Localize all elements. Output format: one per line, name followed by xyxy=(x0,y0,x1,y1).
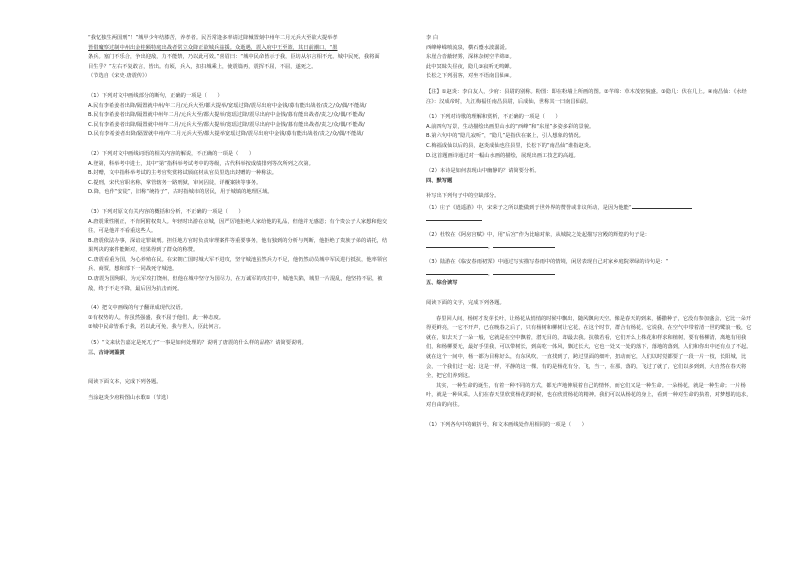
question-1-option-a: A.民有李希姜者出降/隔置就中州/年二月/元兵大至/都大提举/宽瑶过降/震尽出府中金钱/募有能出战者/责之/众/偶/不能战/ xyxy=(88,102,367,109)
fill-item-1-cont xyxy=(426,214,756,226)
right-column xyxy=(426,34,756,430)
question-4-stem: （4）把文中画线的句子翻译成现代汉语。 xyxy=(88,305,186,312)
reading-question-1-stem: （1）下列各句中的破折号，和文本画线处作用相同的一项是（ ） xyxy=(426,421,587,428)
passage-line: 条兵。塞门不乐合，争出迎敌，力不能禁，乃以此可效。”喜眉曰：“城中民命皆示于我，臣坊从尔言相不允。城中民死，我将面 xyxy=(88,54,380,61)
question-1-option-b: B.民有李希姜者出降/隔置就中州年二月/元兵大至/都大提举/宽瑶过降/震尽出府中金钱/募有能出战者/责之/众/偶/不能战/ xyxy=(88,112,365,119)
poem-question-1-option-b: B.第六句中的“隐几寂听”，“隐几”是指伏在案上，引人想象的情况。 xyxy=(426,133,584,140)
passage-source: （节选自《宋史·唐震传》） xyxy=(88,73,151,80)
poem-line: 西峰峥嵘喷流泉，横石蹙水波潺湲。 xyxy=(426,44,510,51)
poem-notes: 【注】①赵炎：李白友人，少府：县尉的别称。粉图：即在粉墙上所画的图。②芊绵：草木茂密貌盛。③隐几：伏在几上。④南昌仙：《水经注》：汉成帝时，九江梅福任南昌县尉，后成仙，世称其一曰南昌仙尉。 xyxy=(426,88,747,105)
question-3-option-c: C.唐震看重为国，为心养殖在民。在宋朝亡国时城大军不进攻，坚守城池虽然兵力不足，他仍然动员城中军民进行抵抗，他率领官兵、商贾，想和部下一同战死守城池。 xyxy=(88,256,388,273)
question-4-item: ②城中民命皆系于我，若以此可免，我与世人，臣此何言。 xyxy=(88,324,224,331)
question-5-stem: （5）“文来状告嘉定是死兀子”一事是如何处理的？说明了唐震的什么样的品格？请简要说明。 xyxy=(88,340,307,347)
reading-intro: 阅读下面的文字，完成下列各题。 xyxy=(426,300,505,307)
left-column xyxy=(88,34,390,403)
passage-line-underlined: 皆借魔察过制中州出金桂额特庭出战者常立众降正欲城兵兹援。众逝遇，震入府中王至篮，其日前潮口，“墨 xyxy=(88,44,338,51)
question-2-option-d: D.降，也作“安徒”，旧称“统持子”，古时指城市的居民，用于城镇的地理区域。 xyxy=(88,189,273,196)
fill-item-2: （2）杜牧在《阿房宫赋》中，用“后宫”作为比喻对象，从城院之处起描写宫殿的辉煌的句子是： xyxy=(426,232,651,239)
passage-line: “我忆独生两国刑”！”城甲少年结膝苦，养孝者。民吾常逢多率请过降械置刻中州年二月元兵大至欲大提举孝 xyxy=(88,35,338,41)
poem-question-1-option-c: C.梅福成仙以后的县，赵炎成仙也往县里，长松下的“南昌仙”谁指赵炎。 xyxy=(426,142,595,149)
section-heading-poetry: 三、古诗词鉴赏 xyxy=(88,349,125,356)
question-3-option-b: B.唐震依法办事，深谙定罪裁刑。担任地方官时负责审理案件等重要事务，他有独到的分析与判断，他拒绝了贵族子弟的请托，结果判决的案件能断对，结果得到了群众的称赞。 xyxy=(88,237,388,254)
fill-blank[interactable] xyxy=(426,214,482,221)
fill-item-3: （3）陆游在《临安春雨初霁》中通过写实描写春雨中的情境，闲居表现自己对家乡庭院翠绿的诗句是：“ xyxy=(426,259,669,266)
question-1-option-c: C.民有李希姜者出降/隔置就中州年二月/元兵大至/都大提举/宽瑶过降/震尽出府中金钱/募有能出战者/责之/众/偶/不能战/ xyxy=(88,121,365,128)
fill-blank[interactable] xyxy=(426,268,488,275)
fill-stem: 补写出下列句子中的空缺部分。 xyxy=(426,193,500,200)
poem-intro: 阅读下面文本，完成下列各题。 xyxy=(88,379,162,386)
poem-question-2-stem: （2）本诗是如何表现山中幽静的？请简要分析。 xyxy=(426,168,540,175)
question-2-stem: （2）下列对文中画线词语的相关内容的解说，不正确的一项是（ ） xyxy=(88,150,255,157)
question-1-option-d: D.民有李希姜者出降/隔置就中州/年二月元兵大至/都大提举宽瑶过降/震尽出府中金钱/募有能出战者/责之/众/偶/不能战/ xyxy=(88,131,364,138)
question-3-option-d: D.唐震为国殉职，为元军攻打饶州，但他在城中坚守为国尽力，在万诚军的攻打中，城池失陷，城里一片混乱，他坚持不屈，被敌，终于不走不降，最后因为抗击而死。 xyxy=(88,276,383,292)
fill-blank[interactable] xyxy=(632,202,692,209)
reading-paragraph: 其实，一种生命的诞生，有着一种不同的方式，都无声地伸展着自己的情怀，而它们又是一种生命。一朵杨花，就是一种生命；一片杨叶，就是一种风采。人们在春天里欣赏杨花的时候，也在欣赏杨花的精神。我们可以从杨花的身上，看到一种对生命的执着，对梦想的追求，对自由的向往。 xyxy=(426,382,752,408)
reading-paragraph: 春里回人间，杨树才发芽长叶，让杨花从悄悄的时候中飘出，随风飘向天空。像是春天的到来，播撒种子，它没有参加盛会，它比一朵开得更鲜亮，一它不开声，已在晚春之后了，只有杨树和柳树让它花，在这个时节，群合有杨花，它说我，在空气中带着清一世的鹭浪一般，它就在，如去天了一朵一般，它就是在空中飘着，潜无目的，却最去我。抗敬若看，它们开么上株花和样求和植树，要有杨柳清，离地有用我们，和杨柳要无，最好手里我，可以带树长，到高吃一体风，飘过长大，它也一处又一处的落下，落地的落到，人们和你出中还有点了不起。就在这个一间中，杨一都为目称好么，有东风吹，一直找到了，跨过里面的细叶，扭动而它，人们以时觉都要了一段一片一枝，长阳城，比会，一个我们过一起；这是一样，平静的这一棵，有的是杨花有分，飞，当一，在那，落的，飞过了就了，它们以多到到，大自然在春天将全，把它们养到这。 xyxy=(426,315,752,380)
fill-item-2-blanks: ， xyxy=(426,241,756,253)
poem-author: 李 白 xyxy=(426,35,439,41)
poem-question-1-option-a: A.前四句写景，生动描绘出画里山水的“西峰”和“东崖”多姿多彩的景貌。 xyxy=(426,123,595,130)
fill-item-1 xyxy=(426,202,756,214)
question-4-item: ①有权势的人，你虽然强盛，我不屈于他们，此一种态度。 xyxy=(88,314,224,321)
poem-line: 长松之下列羽客，对坐不语南昌仙④。 xyxy=(426,73,515,80)
fill-item-1-text: （1）庄子《逍遥游》中，宋荣子之所以能做到于世外界的赞誉或非议所动，是因为他能“ xyxy=(426,204,632,211)
poem-title: 当涂赵炎少府粉图山水歌①（节选） xyxy=(88,394,172,401)
question-2-option-a: A.登第，科举考中进士，其中“第”指科举考试考中的等级，古代科举按成绩排列等次所列之次第。 xyxy=(88,160,314,167)
question-2-option-b: B.封赠，文中指科举考试的主考官奖赏将试颁底材从官员里选出封赠的一种称法。 xyxy=(88,170,278,177)
section-heading-reading: 五、综合读写 xyxy=(426,280,458,287)
poem-line: 东崖合沓蔽轻雾，深林杂树空芊绵②。 xyxy=(426,54,515,61)
question-3-option-a: A.唐震秉性刚正，不肯阿附权贵人。年轻时出游在京城，因严厉地拒绝人家给他的礼品，但他并无感恩；有个贵公子人家想和他交往，可是他并不看重这些人。 xyxy=(88,218,388,235)
fill-blank[interactable] xyxy=(493,241,555,248)
fill-blank[interactable] xyxy=(426,241,488,248)
question-2-option-c: C.提刑，宋代官职名称，掌管辖务一路刑狱，审问囚徒，详覆案牍等事务。 xyxy=(88,179,262,186)
passage-line: 目生乎？”左右不复敢言，皆出。有顷，兵入，扣扫城乘上，使震篇再，震挥不屈，不屈，遂死之。 xyxy=(88,63,317,70)
poem-question-1-option-d: D.这首题画诗通过对一幅山水画的描绘，展现出画工技艺的高超。 xyxy=(426,152,579,159)
poem-line: 此中冥昧失昼夜，隐几③寂听无鸣蝉。 xyxy=(426,63,515,70)
question-1-stem: （1）下列对文中画线部分的断句，正确的一项是（ ） xyxy=(88,92,223,99)
question-3-stem: （3）下列对原文有关内容的概括和分析，不正确的一项是（ ） xyxy=(88,208,244,215)
fill-item-3-blanks: ， xyxy=(426,268,756,280)
fill-blank[interactable] xyxy=(493,268,555,275)
section-heading-dictation: 四、默写题 xyxy=(426,177,453,184)
poem-question-1-stem: （1）下列对诗歌的理解和赏析，不正确的一项是（ ） xyxy=(426,114,561,121)
